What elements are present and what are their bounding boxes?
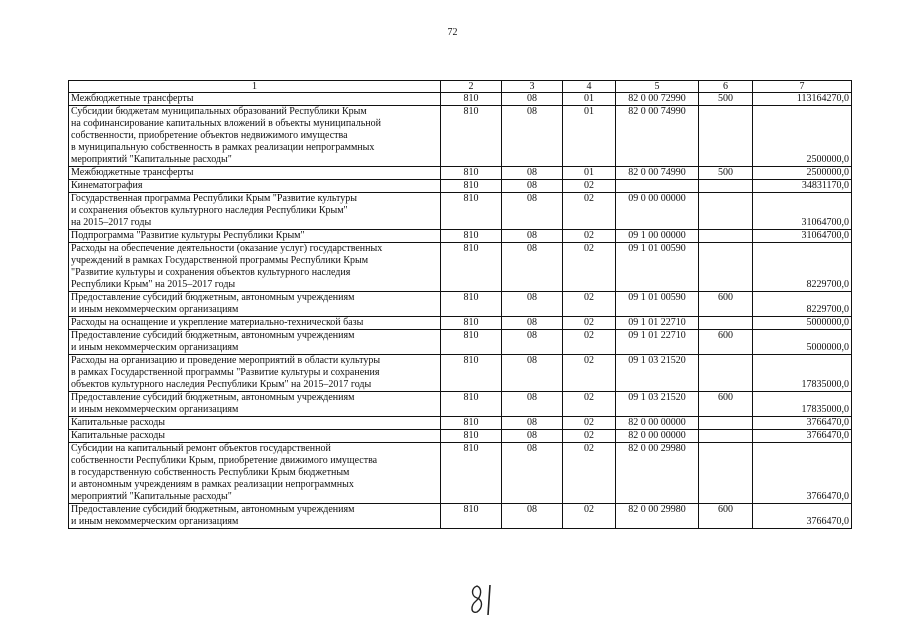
item-name-cell: Расходы на оснащение и укрепление материально-технической базы (69, 317, 441, 330)
amount-cell: 5000000,0 (753, 317, 852, 330)
column-header: 2 (441, 81, 502, 93)
chapter-cell: 01 (563, 167, 616, 180)
section-cell: 810 (441, 106, 502, 167)
target-article-cell: 09 0 00 00000 (616, 193, 699, 230)
subsection-cell: 08 (502, 292, 563, 317)
section-cell: 810 (441, 93, 502, 106)
amount-cell: 3766470,0 (753, 504, 852, 529)
amount-cell: 31064700,0 (753, 193, 852, 230)
item-name-cell: Предоставление субсидий бюджетным, автономным учреждениям и иным некоммерческим организациям (69, 292, 441, 317)
expense-type-cell (699, 106, 753, 167)
table-row (69, 93, 852, 106)
target-article-cell: 82 0 00 29980 (616, 443, 699, 504)
section-cell: 810 (441, 180, 502, 193)
table-row (69, 392, 852, 417)
amount-cell: 3766470,0 (753, 417, 852, 430)
subsection-cell: 08 (502, 93, 563, 106)
expense-type-cell: 600 (699, 330, 753, 355)
section-cell: 810 (441, 443, 502, 504)
item-name-cell: Капитальные расходы (69, 430, 441, 443)
table-row (69, 417, 852, 430)
column-header: 3 (502, 81, 563, 93)
column-header: 1 (69, 81, 441, 93)
table-header-row (69, 81, 852, 93)
chapter-cell: 02 (563, 430, 616, 443)
item-name-cell: Расходы на обеспечение деятельности (оказание услуг) государственных учреждений в рамках Государственной программы Республики Крым "Развитие культуры и сохранения объектов культурного наследия Республики Крым" на 2015–2017 годы (69, 243, 441, 292)
amount-cell: 2500000,0 (753, 167, 852, 180)
chapter-cell: 02 (563, 392, 616, 417)
item-name-cell: Предоставление субсидий бюджетным, автономным учреждениям и иным некоммерческим организациям (69, 504, 441, 529)
amount-cell: 113164270,0 (753, 93, 852, 106)
chapter-cell: 02 (563, 193, 616, 230)
section-cell: 810 (441, 167, 502, 180)
target-article-cell: 09 1 00 00000 (616, 230, 699, 243)
chapter-cell: 02 (563, 355, 616, 392)
amount-cell: 3766470,0 (753, 430, 852, 443)
expense-type-cell (699, 317, 753, 330)
column-header: 4 (563, 81, 616, 93)
subsection-cell: 08 (502, 167, 563, 180)
expense-type-cell (699, 230, 753, 243)
table-row (69, 193, 852, 230)
table-row (69, 180, 852, 193)
page-number: 72 (447, 27, 458, 38)
chapter-cell: 02 (563, 292, 616, 317)
target-article-cell: 09 1 01 22710 (616, 330, 699, 355)
section-cell: 810 (441, 392, 502, 417)
target-article-cell: 82 0 00 00000 (616, 417, 699, 430)
subsection-cell: 08 (502, 417, 563, 430)
target-article-cell (616, 180, 699, 193)
subsection-cell: 08 (502, 504, 563, 529)
target-article-cell: 82 0 00 29980 (616, 504, 699, 529)
chapter-cell: 02 (563, 330, 616, 355)
column-header: 6 (699, 81, 753, 93)
expense-type-cell: 600 (699, 392, 753, 417)
amount-cell: 31064700,0 (753, 230, 852, 243)
target-article-cell: 82 0 00 72990 (616, 93, 699, 106)
subsection-cell: 08 (502, 317, 563, 330)
table-row (69, 243, 852, 292)
section-cell: 810 (441, 317, 502, 330)
amount-cell: 8229700,0 (753, 243, 852, 292)
expense-type-cell (699, 417, 753, 430)
expense-type-cell (699, 193, 753, 230)
chapter-cell: 02 (563, 317, 616, 330)
subsection-cell: 08 (502, 230, 563, 243)
subsection-cell: 08 (502, 330, 563, 355)
item-name-cell: Субсидии бюджетам муниципальных образований Республики Крым на софинансирование капитальных вложений в объекты муниципальной собственности, приобретение объектов недвижимого имущества в муниципальную собственность в рамках реализации непрограммных мероприятий "Капитальные расходы" (69, 106, 441, 167)
section-cell: 810 (441, 230, 502, 243)
subsection-cell: 08 (502, 392, 563, 417)
expense-type-cell (699, 243, 753, 292)
expense-type-cell: 500 (699, 93, 753, 106)
section-cell: 810 (441, 355, 502, 392)
chapter-cell: 02 (563, 243, 616, 292)
section-cell: 810 (441, 243, 502, 292)
chapter-cell: 01 (563, 93, 616, 106)
expense-type-cell: 600 (699, 292, 753, 317)
subsection-cell: 08 (502, 355, 563, 392)
amount-cell: 8229700,0 (753, 292, 852, 317)
table-row (69, 317, 852, 330)
table-row (69, 106, 852, 167)
expense-type-cell: 500 (699, 167, 753, 180)
item-name-cell: Межбюджетные трансферты (69, 93, 441, 106)
subsection-cell: 08 (502, 430, 563, 443)
target-article-cell: 09 1 01 00590 (616, 292, 699, 317)
target-article-cell: 82 0 00 74990 (616, 167, 699, 180)
item-name-cell: Предоставление субсидий бюджетным, автономным учреждениям и иным некоммерческим организациям (69, 392, 441, 417)
expense-type-cell (699, 180, 753, 193)
expense-type-cell (699, 443, 753, 504)
target-article-cell: 82 0 00 74990 (616, 106, 699, 167)
target-article-cell: 82 0 00 00000 (616, 430, 699, 443)
amount-cell: 17835000,0 (753, 392, 852, 417)
budget-table (68, 80, 852, 529)
amount-cell: 34831170,0 (753, 180, 852, 193)
column-header: 7 (753, 81, 852, 93)
handwritten-page-mark-icon (468, 583, 498, 617)
column-header: 5 (616, 81, 699, 93)
item-name-cell: Капитальные расходы (69, 417, 441, 430)
table-row (69, 355, 852, 392)
chapter-cell: 02 (563, 443, 616, 504)
section-cell: 810 (441, 292, 502, 317)
table-row (69, 167, 852, 180)
amount-cell: 3766470,0 (753, 443, 852, 504)
item-name-cell: Межбюджетные трансферты (69, 167, 441, 180)
table-row (69, 330, 852, 355)
target-article-cell: 09 1 03 21520 (616, 392, 699, 417)
section-cell: 810 (441, 193, 502, 230)
item-name-cell: Субсидии на капитальный ремонт объектов государственной собственности Республики Крым, приобретение движимого имущества в государственную собственность Республики Крым бюджетным и автономным учреждениям в рамках реализации непрограммных мероприятий "Капитальные расходы" (69, 443, 441, 504)
chapter-cell: 02 (563, 230, 616, 243)
expense-type-cell (699, 430, 753, 443)
table-row (69, 292, 852, 317)
item-name-cell: Предоставление субсидий бюджетным, автономным учреждениям и иным некоммерческим организациям (69, 330, 441, 355)
chapter-cell: 02 (563, 504, 616, 529)
amount-cell: 17835000,0 (753, 355, 852, 392)
target-article-cell: 09 1 03 21520 (616, 355, 699, 392)
chapter-cell: 01 (563, 106, 616, 167)
item-name-cell: Расходы на организацию и проведение мероприятий в области культуры в рамках Государственной программы "Развитие культуры и сохранения объектов культурного наследия Республики Крым" на 2015–2017 годы (69, 355, 441, 392)
section-cell: 810 (441, 417, 502, 430)
section-cell: 810 (441, 504, 502, 529)
item-name-cell: Кинематография (69, 180, 441, 193)
subsection-cell: 08 (502, 180, 563, 193)
table-row (69, 430, 852, 443)
subsection-cell: 08 (502, 243, 563, 292)
subsection-cell: 08 (502, 443, 563, 504)
item-name-cell: Подпрограмма "Развитие культуры Республики Крым" (69, 230, 441, 243)
item-name-cell: Государственная программа Республики Крым "Развитие культуры и сохранения объектов культурного наследия Республики Крым" на 2015–2017 годы (69, 193, 441, 230)
subsection-cell: 08 (502, 193, 563, 230)
section-cell: 810 (441, 330, 502, 355)
table-row (69, 230, 852, 243)
expense-type-cell: 600 (699, 504, 753, 529)
chapter-cell: 02 (563, 180, 616, 193)
amount-cell: 5000000,0 (753, 330, 852, 355)
target-article-cell: 09 1 01 22710 (616, 317, 699, 330)
subsection-cell: 08 (502, 106, 563, 167)
chapter-cell: 02 (563, 417, 616, 430)
target-article-cell: 09 1 01 00590 (616, 243, 699, 292)
amount-cell: 2500000,0 (753, 106, 852, 167)
table-row (69, 443, 852, 504)
expense-type-cell (699, 355, 753, 392)
section-cell: 810 (441, 430, 502, 443)
table-row (69, 504, 852, 529)
